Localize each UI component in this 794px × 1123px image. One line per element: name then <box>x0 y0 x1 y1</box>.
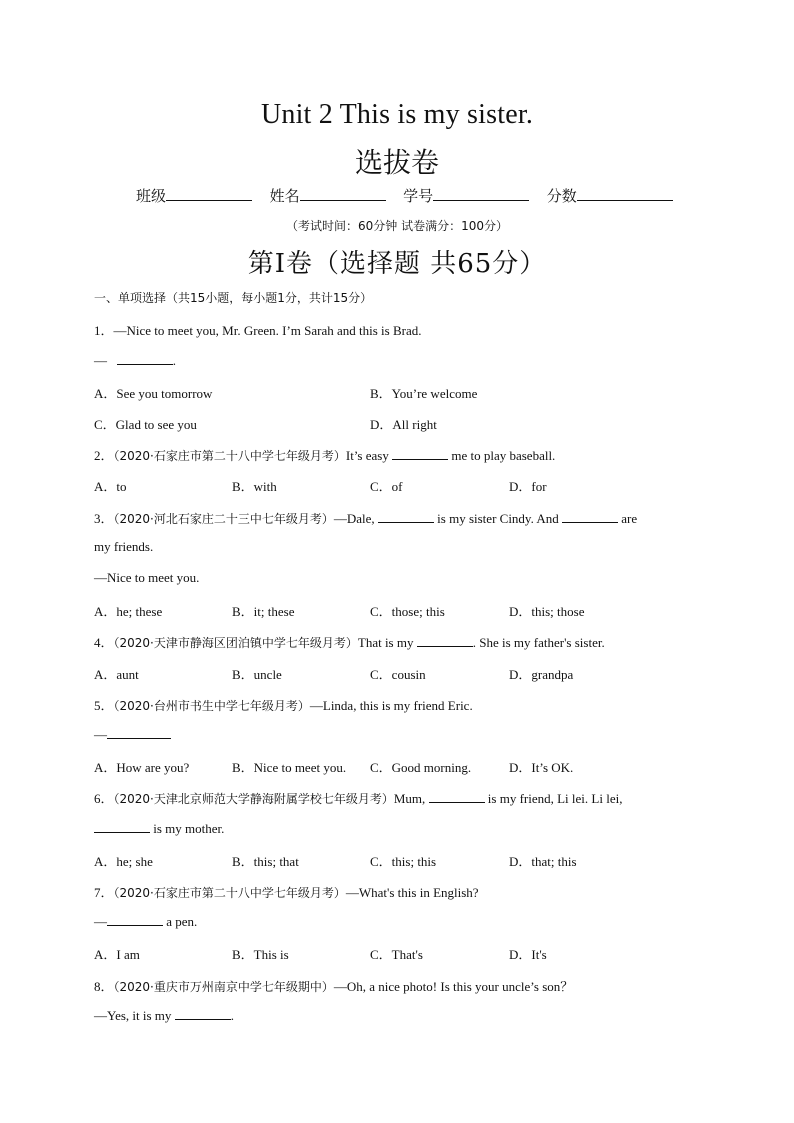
answer-blank[interactable] <box>429 790 485 803</box>
answer-blank[interactable] <box>107 913 163 926</box>
option-a[interactable]: A．to <box>94 479 127 494</box>
question-source: （2020·天津北京师范大学静海附属学校七年级月考） <box>113 792 394 806</box>
question-8-answer-line: —Yes, it is my . <box>94 1008 234 1023</box>
option-b[interactable]: B．with <box>232 479 277 494</box>
question-1-answer-line: — . <box>94 353 176 368</box>
score-field-label: 分数 <box>546 187 577 205</box>
option-c[interactable]: C．this; this <box>370 854 437 869</box>
option-d[interactable]: D．It’s OK. <box>509 760 574 775</box>
question-source: （2020·石家庄市第二十八中学七年级月考） <box>113 449 346 463</box>
class-field-label: 班级 <box>136 187 167 205</box>
question-1-stem: 1．—Nice to meet you, Mr. Green. I’m Sarah and this is Brad. <box>94 323 422 338</box>
score-blank[interactable] <box>577 186 673 201</box>
name-field-label: 姓名 <box>269 187 300 205</box>
question-source: （2020·石家庄市第二十八中学七年级月考） <box>113 886 346 900</box>
question-7-stem: 7．（2020·石家庄市第二十八中学七年级月考）—What's this in English? <box>94 885 479 900</box>
exam-info: （考试时间：60分钟 试卷满分：100分） <box>286 219 508 233</box>
option-c[interactable]: C．of <box>370 479 403 494</box>
question-number: 5． <box>94 698 114 713</box>
question-6-stem: 6．（2020·天津北京师范大学静海附属学校七年级月考）Mum, is my friend, Li lei. Li lei, <box>94 791 623 806</box>
option-d[interactable]: D．this; those <box>509 604 585 619</box>
option-c[interactable]: C．That's <box>370 947 423 962</box>
option-a[interactable]: A．aunt <box>94 667 139 682</box>
question-source: （2020·台州市书生中学七年级月考） <box>113 699 310 713</box>
question-6-line-2: is my mother. <box>94 820 224 837</box>
option-c[interactable]: C．cousin <box>370 667 426 682</box>
question-5-answer-line: — <box>94 726 171 743</box>
option-d[interactable]: D．that; this <box>509 854 577 869</box>
question-number: 3． <box>94 511 114 526</box>
answer-blank[interactable] <box>117 352 173 365</box>
option-b[interactable]: B．uncle <box>232 667 282 682</box>
document-title: Unit 2 This is my sister. <box>260 99 534 130</box>
option-a[interactable]: A．See you tomorrow <box>94 386 213 401</box>
part-heading: 一、单项选择（共15小题，每小题1分，共计15分） <box>94 291 373 305</box>
option-d[interactable]: D．It's <box>509 947 547 962</box>
question-number: 6． <box>94 791 114 806</box>
question-number: 1． <box>94 323 114 338</box>
question-3-stem: 3．（2020·河北石家庄二十三中七年级月考）—Dale, is my sister Cindy. And are <box>94 511 638 526</box>
class-blank[interactable] <box>166 186 252 201</box>
answer-blank[interactable] <box>107 726 171 739</box>
option-b[interactable]: B．this; that <box>232 854 299 869</box>
question-number: 7． <box>94 885 114 900</box>
option-c[interactable]: C．those; this <box>370 604 445 619</box>
question-source: （2020·天津市静海区团泊镇中学七年级月考） <box>113 636 358 650</box>
question-number: 2． <box>94 448 114 463</box>
option-b[interactable]: B．Nice to meet you. <box>232 760 347 775</box>
option-d[interactable]: D．All right <box>370 417 437 432</box>
option-c[interactable]: C．Good morning. <box>370 760 472 775</box>
question-number: 8． <box>94 979 114 994</box>
option-b[interactable]: B．This is <box>232 947 289 962</box>
answer-blank[interactable] <box>175 1007 231 1020</box>
option-a[interactable]: A．How are you? <box>94 760 190 775</box>
question-number: 4． <box>94 635 114 650</box>
answer-blank[interactable] <box>417 634 473 647</box>
question-source: （2020·河北石家庄二十三中七年级月考） <box>113 512 334 526</box>
answer-blank[interactable] <box>94 820 150 833</box>
document-subtitle: 选拔卷 <box>354 146 439 179</box>
option-a[interactable]: A．I am <box>94 947 140 962</box>
section-title: 第Ⅰ卷（选择题 共65分） <box>247 249 547 279</box>
question-source: （2020·重庆市万州南京中学七年级期中） <box>113 980 334 994</box>
student-id-field-label: 学号 <box>403 187 434 205</box>
answer-blank[interactable] <box>378 510 434 523</box>
option-b[interactable]: B．You’re welcome <box>370 386 478 401</box>
name-blank[interactable] <box>300 186 386 201</box>
answer-blank[interactable] <box>562 510 618 523</box>
question-5-stem: 5．（2020·台州市书生中学七年级月考）—Linda, this is my friend Eric. <box>94 698 473 713</box>
question-3-line-2: my friends. <box>94 539 154 554</box>
question-2-stem: 2．（2020·石家庄市第二十八中学七年级月考）It’s easy me to play baseball. <box>94 448 556 463</box>
question-7-answer-line: — a pen. <box>94 914 198 929</box>
option-c[interactable]: C．Glad to see you <box>94 417 197 432</box>
option-a[interactable]: A．he; these <box>94 604 163 619</box>
option-d[interactable]: D．grandpa <box>509 667 574 682</box>
student-id-blank[interactable] <box>433 186 529 201</box>
option-d[interactable]: D．for <box>509 479 547 494</box>
question-4-stem: 4．（2020·天津市静海区团泊镇中学七年级月考）That is my . She is my father's sister. <box>94 635 605 650</box>
answer-blank[interactable] <box>392 447 448 460</box>
option-a[interactable]: A．he; she <box>94 854 153 869</box>
student-info-row <box>136 185 673 206</box>
option-b[interactable]: B．it; these <box>232 604 295 619</box>
question-3-line-3: —Nice to meet you. <box>94 570 200 585</box>
question-8-stem: 8．（2020·重庆市万州南京中学七年级期中）—Oh, a nice photo! Is this your uncle’s son？ <box>94 979 574 994</box>
